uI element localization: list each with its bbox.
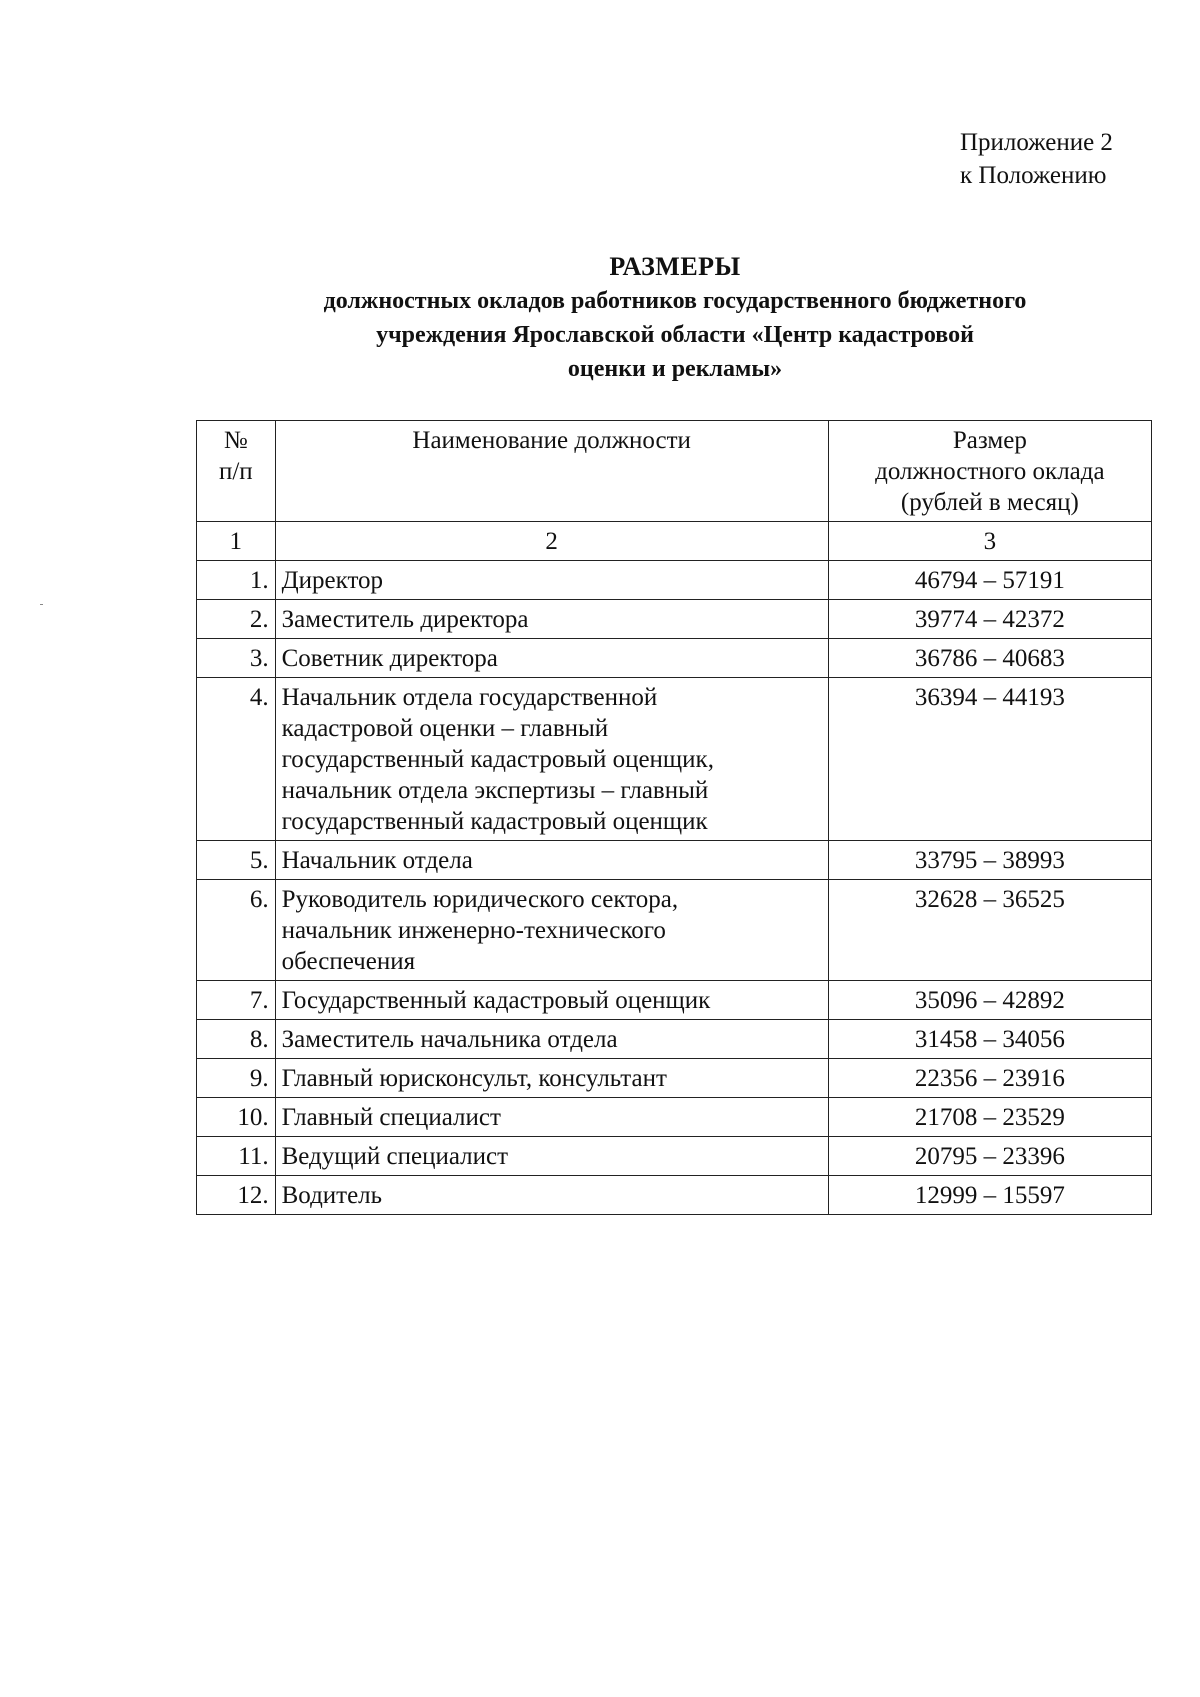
table-row <box>197 639 1152 678</box>
table-row <box>197 1137 1152 1176</box>
row-number: 9. <box>197 1059 276 1098</box>
table-row <box>197 1059 1152 1098</box>
salary-range: 35096 – 42892 <box>828 981 1151 1020</box>
table-header-row <box>197 421 1152 522</box>
row-number: 7. <box>197 981 276 1020</box>
row-number: 8. <box>197 1020 276 1059</box>
row-number: 3. <box>197 639 276 678</box>
position-name-line: Главный юрисконсульт, консультант <box>281 1065 667 1092</box>
table-row <box>197 880 1152 981</box>
position-name <box>275 561 828 600</box>
document-subtitle-line-2: учреждения Ярославской области «Центр кадастровой <box>376 322 974 348</box>
position-name-line: Государственный кадастровый оценщик <box>281 987 711 1014</box>
row-number: 6. <box>197 880 276 981</box>
document-title: РАЗМЕРЫ <box>609 252 741 281</box>
position-name <box>275 981 828 1020</box>
position-name <box>275 1176 828 1215</box>
table-row <box>197 561 1152 600</box>
position-name-line: Ведущий специалист <box>281 1143 509 1170</box>
position-name <box>275 639 828 678</box>
position-name <box>275 1137 828 1176</box>
table-body <box>197 561 1152 1215</box>
row-number: 5. <box>197 841 276 880</box>
header-salary <box>828 421 1151 522</box>
salary-range: 36394 – 44193 <box>828 678 1151 841</box>
position-name-line: государственный кадастровый оценщик, <box>281 746 714 773</box>
column-index-2: 2 <box>275 522 828 561</box>
margin-mark <box>40 604 43 605</box>
column-index-3: 3 <box>828 522 1151 561</box>
salary-range: 46794 – 57191 <box>828 561 1151 600</box>
table-row <box>197 600 1152 639</box>
header-num <box>197 421 276 522</box>
position-name <box>275 1059 828 1098</box>
table-row <box>197 678 1152 841</box>
position-name <box>275 1098 828 1137</box>
position-name <box>275 880 828 981</box>
salary-range: 33795 – 38993 <box>828 841 1151 880</box>
position-name-line: Советник директора <box>281 645 498 672</box>
document-subtitle-line-3: оценки и рекламы» <box>567 356 783 382</box>
position-name <box>275 600 828 639</box>
position-name-line: начальник отдела экспертизы – главный <box>281 777 709 804</box>
salary-range: 12999 – 15597 <box>828 1176 1151 1215</box>
table-row <box>197 1098 1152 1137</box>
position-name-line: государственный кадастровый оценщик <box>281 808 708 835</box>
header-num-line-2: п/п <box>218 458 253 485</box>
salary-range: 31458 – 34056 <box>828 1020 1151 1059</box>
document-subtitle-line-1: должностных окладов работников государственного бюджетного <box>323 288 1027 314</box>
position-name-line: кадастровой оценки – главный <box>281 715 609 742</box>
position-name-line: начальник инженерно-технического <box>281 917 666 944</box>
table-row <box>197 981 1152 1020</box>
appendix-label <box>960 126 1113 192</box>
header-name <box>275 421 828 522</box>
position-name-line: Водитель <box>281 1182 383 1209</box>
position-name-line: Главный специалист <box>281 1104 501 1131</box>
row-number: 2. <box>197 600 276 639</box>
salary-range: 21708 – 23529 <box>828 1098 1151 1137</box>
row-number: 1. <box>197 561 276 600</box>
header-salary-line-3: (рублей в месяц) <box>900 489 1079 516</box>
column-index-1: 1 <box>197 522 276 561</box>
position-name-line: Начальник отдела <box>281 847 473 874</box>
salary-range: 39774 – 42372 <box>828 600 1151 639</box>
header-salary-line-1: Размер <box>952 427 1027 454</box>
row-number: 4. <box>197 678 276 841</box>
document-heading <box>200 250 1150 386</box>
salary-range: 36786 – 40683 <box>828 639 1151 678</box>
row-number: 11. <box>197 1137 276 1176</box>
appendix-line-2: к Положению <box>960 162 1107 189</box>
row-number: 10. <box>197 1098 276 1137</box>
row-number: 12. <box>197 1176 276 1215</box>
appendix-line-1: Приложение 2 <box>960 129 1113 156</box>
salary-range: 32628 – 36525 <box>828 880 1151 981</box>
position-name-line: Руководитель юридического сектора, <box>281 886 679 913</box>
salary-range: 20795 – 23396 <box>828 1137 1151 1176</box>
position-name <box>275 841 828 880</box>
position-name-line: Начальник отдела государственной <box>281 684 658 711</box>
position-name-line: обеспечения <box>281 948 416 975</box>
position-name-line: Заместитель директора <box>281 606 529 633</box>
column-index-row <box>197 522 1152 561</box>
table-row <box>197 1176 1152 1215</box>
table-row <box>197 1020 1152 1059</box>
header-name-text: Наименование должности <box>412 427 691 454</box>
position-name-line: Директор <box>281 567 384 594</box>
salary-range: 22356 – 23916 <box>828 1059 1151 1098</box>
header-num-line-1: № <box>223 427 248 454</box>
position-name <box>275 1020 828 1059</box>
position-name-line: Заместитель начальника отдела <box>281 1026 618 1053</box>
header-salary-line-2: должностного оклада <box>875 458 1105 485</box>
table-row <box>197 841 1152 880</box>
position-name <box>275 678 828 841</box>
salary-table <box>196 420 1152 1215</box>
